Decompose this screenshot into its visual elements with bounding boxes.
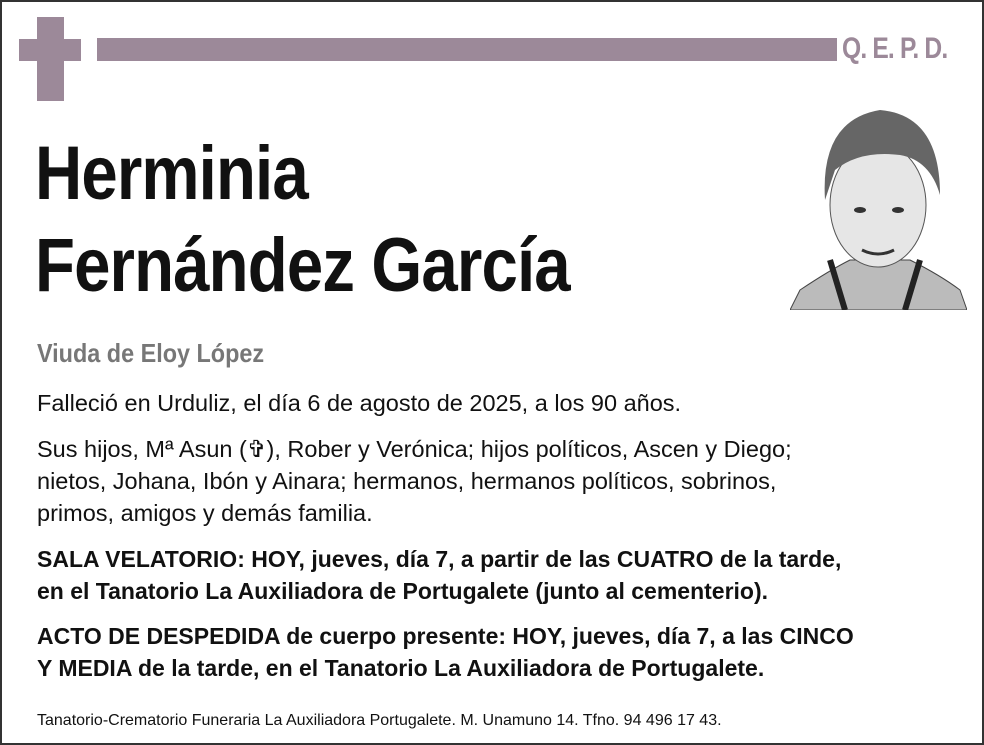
subtitle: Viuda de Eloy López [37, 338, 265, 368]
family-line: primos, amigos y demás familia. [37, 500, 373, 526]
wake-line: SALA VELATORIO: HOY, jueves, día 7, a partir de las CUATRO de la tarde, [37, 546, 842, 572]
family-paragraph [37, 433, 792, 529]
farewell-paragraph [37, 620, 854, 684]
surnames: Fernández García [35, 223, 570, 308]
wake-line: en el Tanatorio La Auxiliadora de Portugalete (junto al cementerio). [37, 578, 769, 604]
first-name: Herminia [35, 131, 308, 216]
qepd-label: Q. E. P. D. [842, 32, 948, 65]
wake-paragraph [37, 543, 841, 607]
family-line: nietos, Johana, Ibón y Ainara; hermanos, hermanos políticos, sobrinos, [37, 468, 777, 494]
farewell-line: ACTO DE DESPEDIDA de cuerpo presente: HOY, jueves, día 7, a las CINCO [37, 623, 854, 649]
death-notice: Falleció en Urduliz, el día 6 de agosto de 2025, a los 90 años. [37, 390, 682, 416]
funeral-home-footer: Tanatorio-Crematorio Funeraria La Auxiliadora Portugalete. M. Unamuno 14. Tfno. 94 496 17 43. [37, 712, 722, 729]
portrait-photo [790, 100, 967, 310]
header-bar [97, 38, 837, 61]
farewell-line: Y MEDIA de la tarde, en el Tanatorio La Auxiliadora de Portugalete. [37, 655, 765, 681]
family-line: Sus hijos, Mª Asun (✞), Rober y Verónica; hijos políticos, Ascen y Diego; [37, 436, 792, 462]
